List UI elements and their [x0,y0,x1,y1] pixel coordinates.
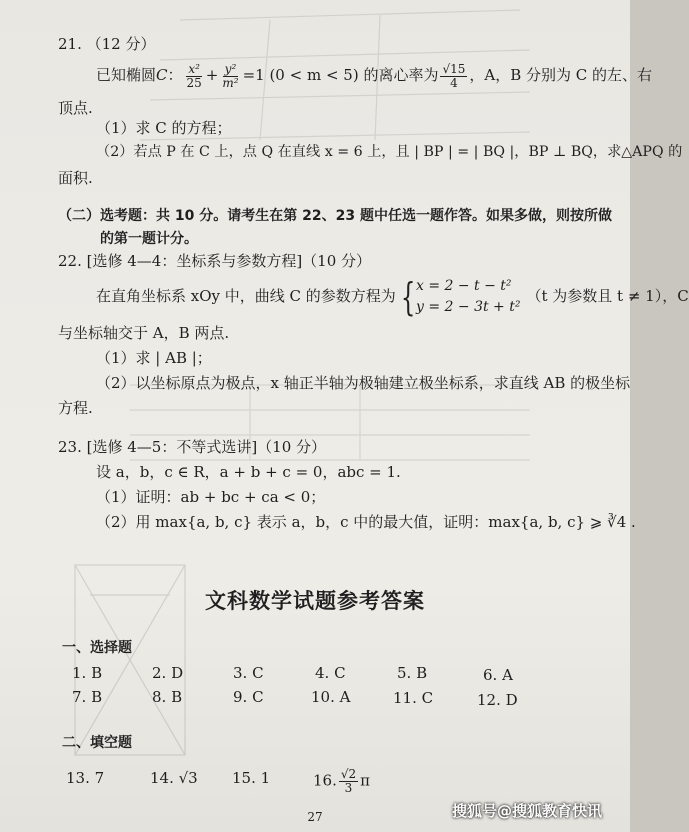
watermark: 搜狐号@搜狐教育快讯 [451,802,602,820]
q22-part2: （2）以坐标原点为极点，x 轴正半轴为极轴建立极坐标系，求直线 AB 的极坐标 [96,374,631,392]
plus-sign: + [205,66,219,84]
q21-statement [96,60,652,90]
parametric-eq-x: x = 2 − t − t² [415,278,512,294]
q22-line2: 与坐标轴交于 A，B 两点. [58,324,230,342]
section-choice-heading: 一、选择题 [62,640,132,656]
eccentricity-fraction: $\frac{√15}{4}$ [442,61,466,90]
fill-answer: 16. $\frac{√2}{3}$ π [313,767,370,795]
fill-answer: 14. √3 [150,769,198,787]
q23-line1: 设 a，b，c ∈ R，a + b + c = 0，abc = 1. [96,463,401,481]
q21-tail: ，A，B 分别为 C 的左、右 [469,66,653,84]
q22-part1: （1）求 | AB |； [96,349,212,367]
choice-answer: 2. D [152,664,184,682]
choice-answer: 1. B [72,664,103,682]
parametric-system [416,276,520,318]
section-fill-heading: 二、填空题 [62,735,132,751]
q22-tail: （t 为参数且 t ≠ 1），C [526,287,689,305]
choice-answer: 7. B [72,688,103,706]
choice-answer: 9. C [233,688,264,706]
q21-part2-cont: 面积. [58,169,93,187]
q21-part2: （2）若点 P 在 C 上，点 Q 在直线 x = 6 上，且 | BP | = | BQ |，BP ⊥ BQ，求△APQ 的 [96,144,683,160]
q21-line3: 顶点. [58,99,93,117]
answer-key-title: 文科数学试题参考答案 [205,589,425,613]
choice-answer: 4. C [315,664,346,682]
q21-part1: （1）求 C 的方程； [96,119,232,137]
q22-part2-cont: 方程. [58,399,93,417]
q23-heading: 23. [选修 4—5：不等式选讲]（10 分） [58,438,327,456]
parametric-eq-y: y = 2 − 3t + t² [415,299,521,315]
q21-lead: 已知椭圆 [96,66,157,84]
q22-statement: 在直角坐标系 xOy 中，曲线 C 的参数方程为 { x = 2 − t − t² y = 2 − 3t + t² （t 为参数且 t ≠ 1），C [96,275,689,319]
section-optional-heading: （二）选考题：共 10 分。请考生在第 22、23 题中任选一题作答。如果多做，则按所做 [58,208,612,224]
choice-answer: 12. D [477,691,518,709]
page-number: 27 [307,810,323,824]
colon: ： [167,66,183,84]
q23-part1: （1）证明：ab + bc + ca < 0； [96,488,326,506]
fill-answer: 15. 1 [232,769,271,787]
ellipse-symbol: C [156,66,168,84]
fill-answer: 13. 7 [66,769,105,787]
q22-heading: 22. [选修 4—4：坐标系与参数方程]（10 分） [58,252,372,270]
fraction-x2-25: $\frac{\text{x²}}{25}$ [186,61,202,90]
q23-part2: （2）用 max{a, b, c} 表示 a，b，c 中的最大值，证明：max{a, b, c} ⩾ ∛4 . [96,513,636,531]
section-optional-note: 的第一题计分。 [100,231,198,247]
fraction-y2-m2: $\frac{\text{y²}}{\text{m²}}$ [222,61,239,90]
choice-answer: 11. C [393,689,434,707]
choice-answer: 10. A [311,688,351,706]
choice-answer: 5. B [397,664,428,682]
choice-answer: 6. A [483,666,513,684]
choice-answer: 3. C [233,664,264,682]
choice-answer: 8. B [152,688,183,706]
q21-heading: 21. （12 分） [58,35,156,53]
q22-lead: 在直角坐标系 xOy 中，曲线 C 的参数方程为 [96,287,396,305]
answer-16-fraction: $\frac{√2}{3}$ [340,767,357,795]
q21-condition: =1 (0 < m < 5) 的离心率为 [242,66,439,84]
